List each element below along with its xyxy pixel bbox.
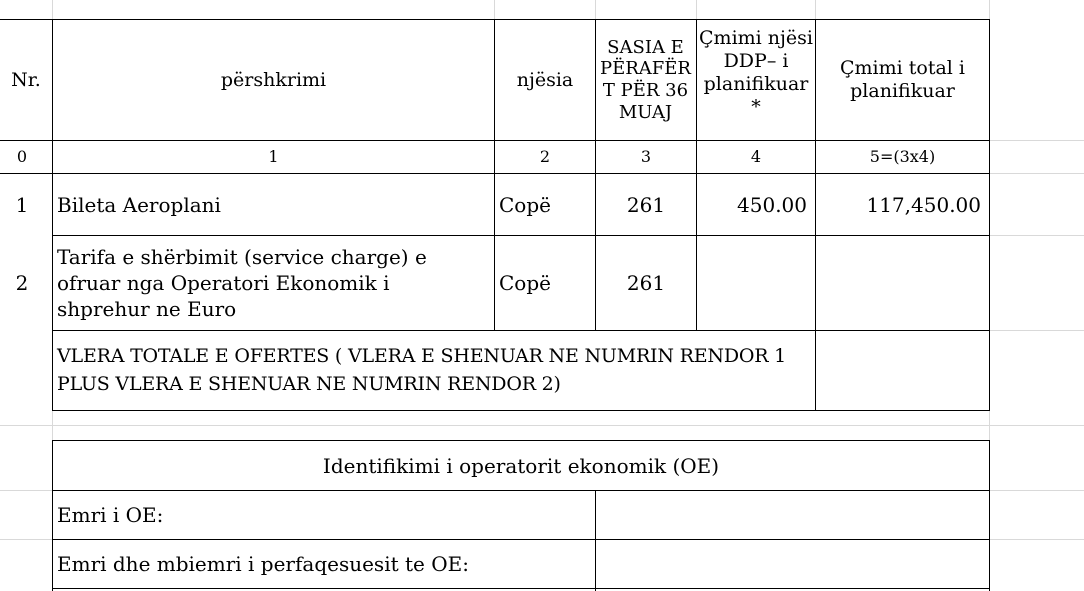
header-cmimi-total[interactable]: Çmimi total i planifikuar <box>840 57 965 102</box>
index-col-4[interactable]: 4 <box>750 147 762 167</box>
header-pershkrimi[interactable]: përshkrimi <box>220 68 327 91</box>
header-njesia[interactable]: njësia <box>516 68 574 91</box>
row-1-description[interactable]: Bileta Aeroplani <box>57 192 221 217</box>
row-2-unit-price[interactable] <box>697 236 815 330</box>
gridline <box>989 235 1084 236</box>
table-border <box>52 410 990 411</box>
gridline <box>989 490 1084 491</box>
gridline <box>989 330 1084 331</box>
gridline <box>0 490 52 491</box>
gridline <box>0 539 52 540</box>
gridline <box>494 0 495 20</box>
gridline <box>0 425 1084 426</box>
gridline <box>989 173 1084 174</box>
row-2-quantity[interactable]: 261 <box>626 271 666 295</box>
table-border <box>52 588 990 589</box>
table-border <box>989 19 990 411</box>
header-cmimi-njesi[interactable]: Çmimi njësi DDP– i planifikuar * <box>699 27 813 118</box>
row-1-unit[interactable]: Copë <box>499 192 551 217</box>
oe-field-representative-label[interactable]: Emri dhe mbiemri i perfaqesuesit te OE: <box>57 552 469 576</box>
index-col-0[interactable]: 0 <box>16 147 28 167</box>
index-col-3[interactable]: 3 <box>640 147 652 167</box>
row-2-unit[interactable]: Copë <box>499 271 551 295</box>
gridline <box>989 539 1084 540</box>
gridline <box>815 0 816 20</box>
table-border <box>989 440 990 591</box>
row-1-total[interactable]: 117,450.00 <box>866 192 981 217</box>
row-2-description[interactable]: Tarifa e shërbimit (service charge) e ofruar nga Operatori Ekonomik i shprehur ne Euro <box>57 245 427 321</box>
header-sasia[interactable]: SASIA E PËRAFËR T PËR 36 MUAJ <box>600 36 691 123</box>
oe-field-name-label[interactable]: Emri i OE: <box>57 503 164 527</box>
oe-section-title[interactable]: Identifikimi i operatorit ekonomik (OE) <box>322 453 720 478</box>
index-col-2[interactable]: 2 <box>539 147 551 167</box>
total-row-value[interactable] <box>816 331 989 410</box>
gridline <box>989 140 1084 141</box>
total-row-label[interactable]: VLERA TOTALE E OFERTES ( VLERA E SHENUAR NE NUMRIN RENDOR 1 PLUS VLERA E SHENUAR NE NUMRIN RENDOR 2) <box>57 344 787 395</box>
row-1-unit-price[interactable]: 450.00 <box>737 192 807 217</box>
row-1-quantity[interactable]: 261 <box>626 192 666 217</box>
index-col-1[interactable]: 1 <box>268 147 279 167</box>
header-nr[interactable]: Nr. <box>11 68 41 91</box>
oe-field-name-value[interactable] <box>596 491 989 539</box>
index-col-5[interactable]: 5=(3x4) <box>869 147 936 167</box>
row-1-nr[interactable]: 1 <box>15 192 29 217</box>
gridline <box>595 0 596 20</box>
row-2-nr[interactable]: 2 <box>15 271 29 295</box>
row-2-total[interactable] <box>816 236 989 330</box>
oe-field-representative-value[interactable] <box>596 540 989 588</box>
